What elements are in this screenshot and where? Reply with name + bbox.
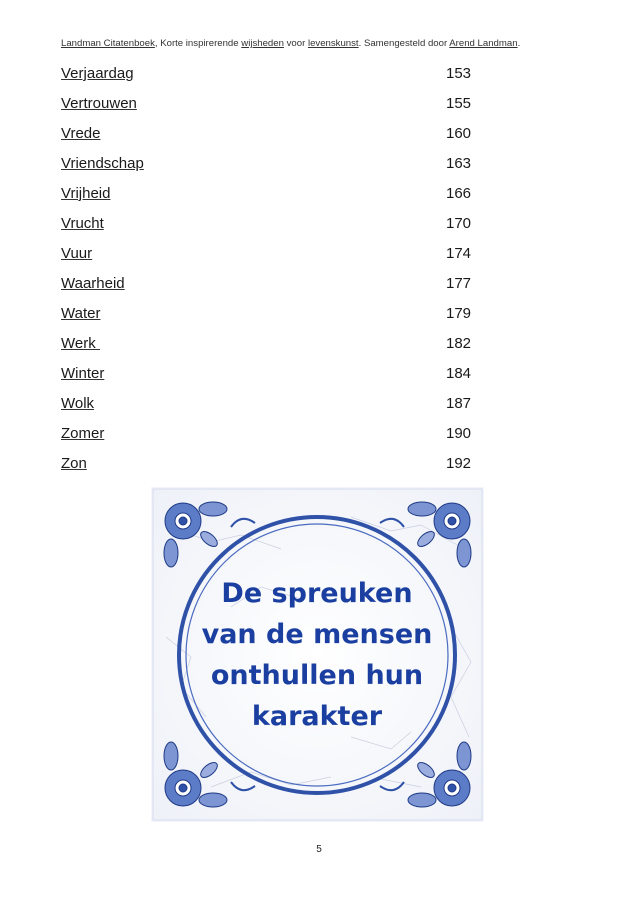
- toc-page-number: 182: [446, 335, 472, 352]
- toc-entry-link[interactable]: Zomer: [61, 425, 105, 442]
- toc-row: [61, 91, 501, 121]
- toc-entry-link[interactable]: Vrucht: [61, 215, 104, 232]
- toc-row: [61, 391, 501, 421]
- toc-row: [61, 211, 501, 241]
- toc-page-number: 170: [446, 215, 472, 232]
- toc-page-number: 153: [446, 65, 472, 82]
- header-link-levenskunst[interactable]: levenskunst: [307, 38, 359, 49]
- toc-row: [61, 121, 501, 151]
- toc-entry-link[interactable]: Vrijheid: [61, 185, 111, 202]
- toc-row: [61, 181, 501, 211]
- toc-entry-link[interactable]: Verjaardag: [61, 65, 134, 82]
- toc-page-number: 187: [446, 395, 472, 412]
- toc-entry-link[interactable]: Vrede: [61, 125, 101, 142]
- toc-page-number: 174: [446, 245, 472, 262]
- header-link-author[interactable]: Arend Landman: [449, 38, 518, 49]
- tile-text-line: onthullen hun: [210, 660, 424, 691]
- toc-entry-link[interactable]: Zon: [61, 455, 87, 472]
- toc-row: [61, 271, 501, 301]
- toc-row: [61, 301, 501, 331]
- toc-page-number: 179: [446, 305, 472, 322]
- toc-entry-link[interactable]: Vertrouwen: [61, 95, 137, 112]
- toc-row: [61, 451, 501, 481]
- toc-row: [61, 61, 501, 91]
- toc-page-number: 190: [446, 425, 472, 442]
- tile-text-line: karakter: [251, 701, 383, 732]
- toc-page-number: 163: [446, 155, 472, 172]
- table-of-contents: [61, 61, 501, 481]
- header-link-wijsheden[interactable]: wijsheden: [241, 38, 284, 49]
- toc-page-number: 160: [446, 125, 472, 142]
- toc-row: [61, 361, 501, 391]
- running-header: [61, 38, 601, 50]
- toc-row: [61, 331, 501, 361]
- toc-entry-link[interactable]: Vriendschap: [61, 155, 144, 172]
- toc-entry-link[interactable]: Water: [61, 305, 101, 322]
- delft-tile-image: [151, 487, 484, 822]
- tile-text-line: van de mensen: [201, 619, 433, 650]
- toc-row: [61, 151, 501, 181]
- toc-row: [61, 241, 501, 271]
- toc-page-number: 184: [446, 365, 472, 382]
- toc-entry-link[interactable]: Winter: [61, 365, 105, 382]
- header-text: .: [517, 38, 521, 49]
- toc-page-number: 155: [446, 95, 472, 112]
- tile-text-line: De spreuken: [221, 578, 413, 609]
- delft-tile-illustration: [151, 487, 484, 822]
- toc-page-number: 166: [446, 185, 472, 202]
- page-number: 5: [316, 844, 322, 855]
- header-text: , Korte inspirerende: [154, 38, 242, 49]
- header-text: . Samengesteld door: [358, 38, 450, 49]
- toc-entry-link[interactable]: Vuur: [61, 245, 93, 262]
- toc-page-number: 192: [446, 455, 472, 472]
- toc-row: [61, 421, 501, 451]
- toc-entry-link[interactable]: Werk: [61, 335, 100, 352]
- header-text: voor: [283, 38, 308, 49]
- header-link-citatenboek[interactable]: Landman Citatenboek: [61, 38, 155, 49]
- toc-entry-link[interactable]: Waarheid: [61, 275, 125, 292]
- toc-entry-link[interactable]: Wolk: [61, 395, 95, 412]
- toc-page-number: 177: [446, 275, 472, 292]
